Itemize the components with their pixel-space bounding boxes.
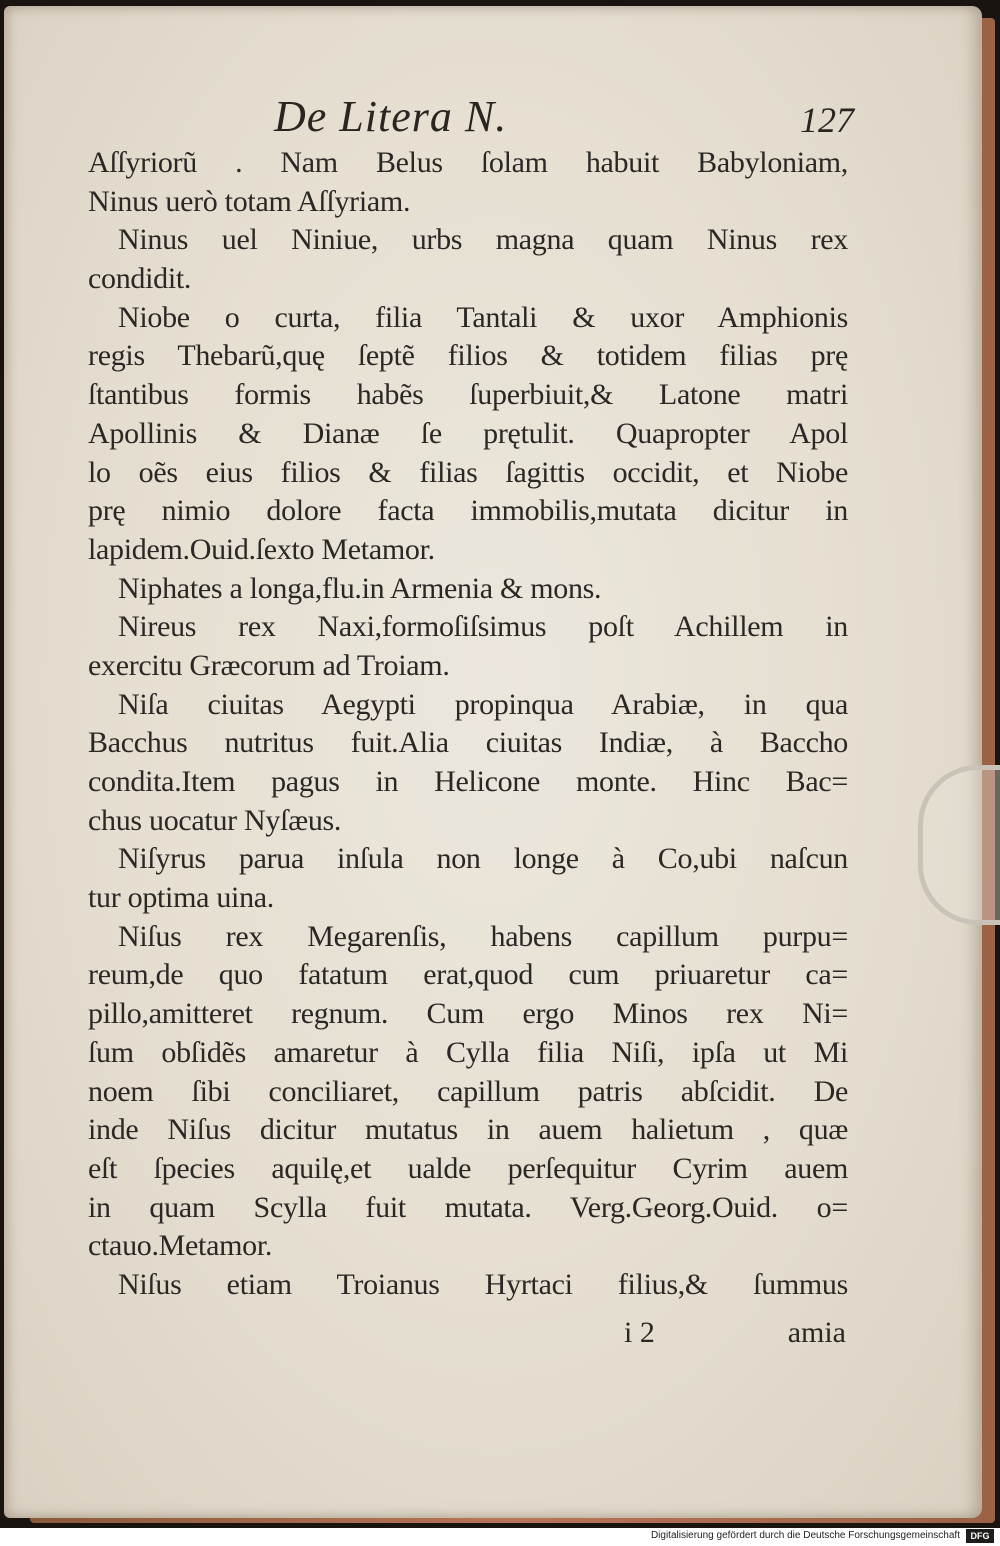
text-line: ſum obſidẽs amaretur à Cylla filia Niſi, ipſa ut Mi [88,1035,848,1069]
text-line: Niſa ciuitas Aegypti propinqua Arabiæ, in qua [118,687,848,721]
catchword: amia [787,1316,846,1349]
page-clip [918,765,1000,925]
text-line: prę nimio dolore facta immobilis,mutata dicitur in [88,494,848,528]
text-line: lo oẽs eius filios & filias ſagittis occidit, et Niobe [88,455,848,489]
text-line: Niſus rex Megarenſis, habens capillum purpu= [118,919,848,953]
text-line: pillo,amitteret regnum. Cum ergo Minos rex Ni= [88,997,848,1031]
text-line: regis Thebarũ,quę ſeptẽ filios & totidem filias prę [88,339,848,373]
running-head: De Litera N. [274,92,508,141]
text-line: in quam Scylla fuit mutata. Verg.Georg.Ouid. o= [88,1190,848,1224]
book-page [4,6,982,1518]
footer-credit: Digitalisierung gefördert durch die Deutsche Forschungsgemeinschaft [650,1530,960,1541]
text-line: exercitu Græcorum ad Troiam. [88,648,450,682]
text-line: ſtantibus formis habẽs ſuperbiuit,& Latone matri [88,378,848,412]
text-line: tur optima uina. [88,881,274,915]
body-text [88,144,848,1305]
dfg-logo: DFG [966,1529,994,1543]
text-line: condidit. [88,262,192,296]
text-line: eſt ſpecies aquilę,et ualde perſequitur Cyrim auem [88,1151,848,1185]
footer-bar [0,1528,1000,1546]
text-line: noem ſibi conciliaret, capillum patris abſcidit. De [88,1074,848,1108]
page-header [274,91,854,141]
text-line: Nireus rex Naxi,formoſiſsimus poſt Achillem in [118,610,848,644]
text-line: Ninus uerò totam Aſſyriam. [88,184,411,218]
text-line: inde Niſus dicitur mutatus in auem halietum , quæ [88,1113,848,1147]
signature-mark: i 2 [624,1316,655,1349]
text-line: condita.Item pagus in Helicone monte. Hinc Bac= [88,765,848,798]
text-line: reum,de quo fatatum erat,quod cum priuaretur ca= [88,958,848,992]
text-line: Niſyrus parua inſula non longe à Co,ubi naſcun [118,842,848,876]
text-line: Apollinis & Dianæ ſe prętulit. Quapropter Apol [88,416,848,450]
signature-line [624,1316,846,1356]
text-line: Niphates a longa,flu.in Armenia & mons. [118,571,602,605]
page-number: 127 [800,100,854,140]
text-line: Ninus uel Niniue, urbs magna quam Ninus rex [118,223,848,257]
text-line: Aſſyriorũ . Nam Belus ſolam habuit Babyloniam, [88,146,848,179]
text-line: ctauo.Metamor. [88,1229,273,1263]
text-line: lapidem.Ouid.ſexto Metamor. [88,532,435,566]
text-line: Bacchus nutritus fuit.Alia ciuitas Indiæ, à Baccho [88,726,848,760]
text-line: chus uocatur Nyſæus. [88,803,342,837]
text-line: Niſus etiam Troianus Hyrtaci filius,& ſummus [118,1267,848,1301]
text-line: Niobe o curta, filia Tantali & uxor Amphionis [118,300,848,334]
